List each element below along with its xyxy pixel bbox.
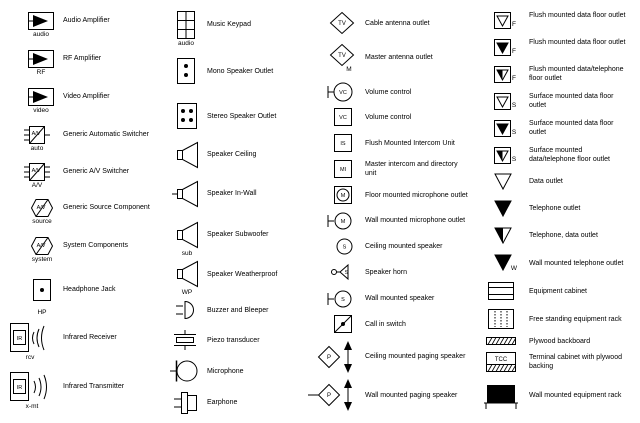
symbol-label: Generic Automatic Switcher <box>63 131 149 138</box>
symbol-label: Flush mounted data/telephone floor outlet <box>529 66 624 82</box>
symbol-label: RF Amplifier <box>63 55 102 62</box>
symbol-caption: F <box>512 75 516 82</box>
stereo-speaker-outlet-icon <box>177 103 197 129</box>
terminal-cabinet-icon <box>486 352 516 372</box>
symbol-caption: S <box>511 156 517 163</box>
symbol-text: A/V <box>31 131 41 137</box>
symbol-text: TV <box>338 53 346 59</box>
symbol-text: S <box>341 297 345 303</box>
symbol-text: TCC <box>494 357 508 363</box>
symbol-label: Ceiling mounted speaker <box>365 243 443 250</box>
symbol-label: Earphone <box>207 399 238 406</box>
symbol-label: Volume control <box>365 89 412 96</box>
infrared-receiver-icon <box>10 323 56 353</box>
symbol-text: VC <box>339 90 347 96</box>
symbol-label: Video Amplifier <box>63 93 110 100</box>
symbol-caption: F <box>512 21 516 28</box>
symbol-text: S <box>344 270 349 276</box>
intercom-unit-icon <box>334 134 352 152</box>
speaker-horn-icon <box>331 264 353 280</box>
symbol-caption: source <box>32 218 52 225</box>
wall-rack-icon <box>484 381 518 409</box>
symbol-label: Mono Speaker Outlet <box>207 68 274 75</box>
symbol-text: P <box>326 393 332 399</box>
symbol-label: Speaker In-Wall <box>207 190 257 197</box>
symbol-label: Call in switch <box>365 321 406 328</box>
symbol-label: Flush Mounted Intercom Unit <box>365 140 455 147</box>
microphone-outlet-icon <box>334 186 352 204</box>
symbol-label: Microphone <box>207 368 244 375</box>
symbol-caption: video <box>33 107 49 114</box>
volume-control-icon <box>334 108 352 126</box>
symbol-label: Wall mounted paging speaker <box>365 392 458 399</box>
tv-antenna-outlet-icon <box>330 12 354 34</box>
symbol-label: Speaker Ceiling <box>207 151 257 158</box>
symbol-caption: rcv <box>25 354 35 361</box>
amplifier-icon <box>28 50 54 68</box>
infrared-transmitter-icon <box>10 372 56 402</box>
symbol-label: Speaker Subwoofer <box>207 231 269 238</box>
symbol-label: Volume control <box>365 114 412 121</box>
symbol-label: Wall mounted telephone outlet <box>529 260 624 267</box>
symbol-label: Flush mounted data floor outlet <box>529 12 626 19</box>
symbol-caption: system <box>31 256 53 263</box>
symbol-text: VC <box>339 115 347 121</box>
microphone-icon <box>170 360 198 382</box>
symbol-caption: auto <box>30 145 44 152</box>
symbol-text: P <box>326 355 332 361</box>
buzzer-icon <box>176 301 198 319</box>
paging-speaker-icon <box>318 341 356 373</box>
equipment-cabinet-icon <box>488 282 514 300</box>
wall-paging-speaker-icon <box>308 379 356 411</box>
symbol-label: Audio Amplifier <box>63 17 110 24</box>
amplifier-icon <box>28 12 54 30</box>
telephone-outlet-icon <box>494 200 512 217</box>
symbol-label: Infrared Receiver <box>63 334 117 341</box>
data-outlet-icon <box>494 173 512 190</box>
symbol-text: A/V <box>36 243 46 249</box>
symbol-text: M <box>340 193 346 199</box>
symbol-label: Generic Source Component <box>63 204 150 211</box>
symbol-label: Flush mounted data floor outlet <box>529 39 626 46</box>
symbol-label: Wall mounted microphone outlet <box>365 217 466 224</box>
mono-speaker-outlet-icon <box>177 58 195 84</box>
symbol-label: Speaker horn <box>365 269 408 276</box>
symbol-caption: HP <box>37 309 47 316</box>
system-component-icon <box>31 237 53 255</box>
keypad-icon <box>177 11 195 39</box>
switcher-icon <box>24 163 50 181</box>
symbol-label: Data outlet <box>529 178 563 185</box>
tv-antenna-outlet-icon <box>330 44 354 66</box>
symbol-label: Master intercom and directory unit <box>365 161 458 177</box>
wall-speaker-icon <box>327 289 354 309</box>
symbol-text: IR <box>16 336 23 342</box>
source-component-icon <box>31 199 53 217</box>
symbol-label: Surface mounted data/telephone floor outlet <box>529 147 610 163</box>
symbol-text: IR <box>16 385 23 391</box>
earphone-icon <box>174 392 198 414</box>
symbol-text: IS <box>340 141 346 147</box>
symbol-text: M <box>340 219 346 225</box>
headphone-jack-icon <box>33 279 51 301</box>
symbol-caption: RF <box>36 69 46 76</box>
speaker-icon <box>177 142 199 168</box>
telephone-data-outlet-icon <box>494 227 512 244</box>
volume-control-icon <box>327 82 354 102</box>
symbol-label: Piezo transducer <box>207 337 260 344</box>
symbol-label: Headphone Jack <box>63 286 116 293</box>
symbol-caption: x-mt <box>25 403 39 410</box>
symbol-caption: S <box>511 102 517 109</box>
symbol-text: MI <box>339 167 347 173</box>
symbol-label: Generic A/V Switcher <box>63 168 130 175</box>
symbol-label: Equipment cabinet <box>529 288 587 295</box>
symbol-label: Floor mounted microphone outlet <box>365 192 468 199</box>
symbol-label: Telephone, data outlet <box>529 232 598 239</box>
ceiling-speaker-icon <box>336 238 353 255</box>
symbol-caption: W <box>510 265 518 272</box>
symbol-label: Wall mounted equipment rack <box>529 392 622 399</box>
symbol-caption: audio <box>33 31 49 38</box>
symbol-caption: M <box>346 66 352 73</box>
symbol-label: System Components <box>63 242 128 249</box>
symbol-label: Buzzer and Bleeper <box>207 307 269 314</box>
subwoofer-icon <box>177 222 199 248</box>
symbol-label: Cable antenna outlet <box>365 20 430 27</box>
symbol-text: A/V <box>31 168 41 174</box>
wall-microphone-outlet-icon <box>327 211 354 231</box>
symbol-text: TV <box>338 21 346 27</box>
weatherproof-speaker-icon <box>177 261 199 287</box>
symbol-caption: audio <box>178 40 194 47</box>
symbol-label: Telephone outlet <box>529 205 581 212</box>
symbol-label: Terminal cabinet with plywood backing <box>529 354 622 370</box>
symbol-label: Stereo Speaker Outlet <box>207 113 277 120</box>
amplifier-icon <box>28 88 54 106</box>
symbol-label: Free standing equipment rack <box>529 316 622 323</box>
symbol-label: Plywood backboard <box>529 338 591 345</box>
plywood-backboard-icon <box>486 337 516 345</box>
symbol-caption: S <box>511 129 517 136</box>
symbol-text: S <box>342 244 347 251</box>
symbol-caption: F <box>512 48 516 55</box>
symbol-caption: A/V <box>31 182 43 189</box>
equipment-rack-icon <box>488 309 514 329</box>
piezo-transducer-icon <box>174 330 196 350</box>
symbol-label: Surface mounted data floor outlet <box>529 120 614 136</box>
master-intercom-icon <box>334 160 352 178</box>
speaker-in-wall-icon <box>172 181 199 207</box>
symbol-text: A/V <box>36 205 46 211</box>
switcher-icon <box>24 126 50 144</box>
symbol-label: Infrared Transmitter <box>63 383 125 390</box>
symbol-label: Ceiling mounted paging speaker <box>365 353 466 360</box>
symbol-label: Master antenna outlet <box>365 54 433 61</box>
symbol-label: Wall mounted speaker <box>365 295 435 302</box>
symbol-caption: sub <box>181 250 193 257</box>
symbol-label: Music Keypad <box>207 21 251 28</box>
symbol-label: Surface mounted data floor outlet <box>529 93 614 109</box>
call-in-switch-icon <box>334 315 352 333</box>
symbol-caption: WP <box>181 289 193 296</box>
symbol-label: Speaker Weatherproof <box>207 271 278 278</box>
